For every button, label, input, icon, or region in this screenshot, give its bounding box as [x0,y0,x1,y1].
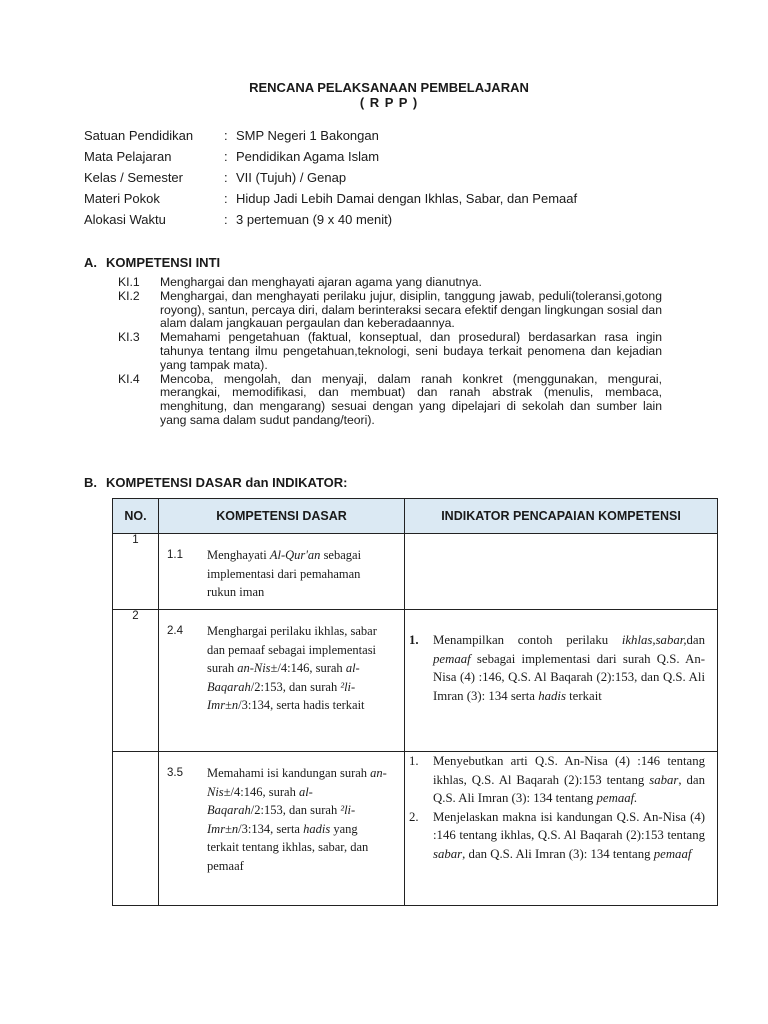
kd-cell: 3.5 Memahami isi kandungan surah an-Nis±/4:146, surah al-Baqarah/2:153, dan surah ²li-Imr±n/3:134, serta hadis yang terkait tentang ikhlas, sabar, dan pemaaf [159,752,405,906]
indicator-cell: 1. Menampilkan contoh perilaku ikhlas,sabar,dan pemaaf sebagai implementasi dari surah Q.S. An-Nisa (4) :146, Q.S. Al Baqarah (2):153, dan Q.S. Ali Imran (3): 134 serta hadis terkait [405,610,718,752]
list-item: KI.1 Menghargai dan menghayati ajaran agama yang dianutnya. [118,275,482,289]
list-item: KI.3 Memahami pengetahuan (faktual, konseptual, dan prosedural) berdasarkan rasa ingin tahunya tentang ilmu pengetahuan,teknologi, seni budaya terkait penomena dan kejadian yang tampak mata). [118,330,662,372]
kd-cell: 1.1 Menghayati Al-Qur'an sebagai implementasi dari pemahaman rukun iman [159,534,405,610]
document-subtitle: ( R P P ) [359,95,419,110]
identity-row: Mata Pelajaran : Pendidikan Agama Islam [84,149,380,164]
indicator-cell [405,534,718,610]
indicator-cell: 1. Menyebutkan arti Q.S. An-Nisa (4) :146 tentang ikhlas, Q.S. Al Baqarah (2):153 tentang sabar, dan Q.S. Ali Imran (3): 134 tentang pemaaf. 2. Menjelaskan makna isi kandungan Q.S. An-Nisa (4) :146 tentang ikhlas, Q.S. Al Baqarah (2):153 tentang sabar, dan Q.S. Ali Imran (3): 134 tentang pemaaf [405,752,718,906]
identity-row: Satuan Pendidikan : SMP Negeri 1 Bakongan [84,128,379,143]
header-kompetensi-dasar: KOMPETENSI DASAR [159,499,405,534]
identity-block [84,128,577,233]
row-number [113,752,159,906]
section-b-heading: B. KOMPETENSI DASAR dan INDIKATOR: [84,475,348,490]
row-number: 2 [113,610,159,752]
table-row [113,534,718,610]
section-a-heading: A. KOMPETENSI INTI [84,255,221,270]
row-number: 1 [113,534,159,610]
list-item: KI.4 Mencoba, mengolah, dan menyaji, dalam ranah konkret (menggunakan, mengurai, merangkai, memodifikasi, dan membuat) dan ranah abstrak (menulis, membaca, menghitung, dan mengarang) sesuai dengan yang dipelajari di sekolah dan sumber lain yang sama dalam sudut pandang/teori). [118,371,662,427]
header-indikator: INDIKATOR PENCAPAIAN KOMPETENSI [405,499,718,534]
table-row [113,610,718,752]
kompetensi-table [112,498,718,906]
table-header-row [113,499,718,534]
table-row [113,752,718,906]
kd-cell: 2.4 Menghargai perilaku ikhlas, sabar dan pemaaf sebagai implementasi surah an-Nis±/4:146, surah al-Baqarah/2:153, dan surah ²li-Imr±n/3:134, serta hadis terkait [159,610,405,752]
identity-row: Materi Pokok : Hidup Jadi Lebih Damai dengan Ikhlas, Sabar, dan Pemaaf [84,191,578,206]
list-item: KI.2 Menghargai, dan menghayati perilaku jujur, disiplin, tanggung jawab, peduli(toleransi,gotong royong), santun, percaya diri, dalam berinteraksi secara efektif dengan lingkungan sosial dan alam dalam jangkauan pergaulan dan keberadaannya. [118,288,662,331]
identity-row: Kelas / Semester : VII (Tujuh) / Genap [84,170,347,185]
identity-row: Alokasi Waktu : 3 pertemuan (9 x 40 menit) [84,212,393,227]
document-title: RENCANA PELAKSANAAN PEMBELAJARAN [249,80,529,95]
header-no: NO. [113,499,159,534]
kompetensi-inti-list [118,276,662,428]
